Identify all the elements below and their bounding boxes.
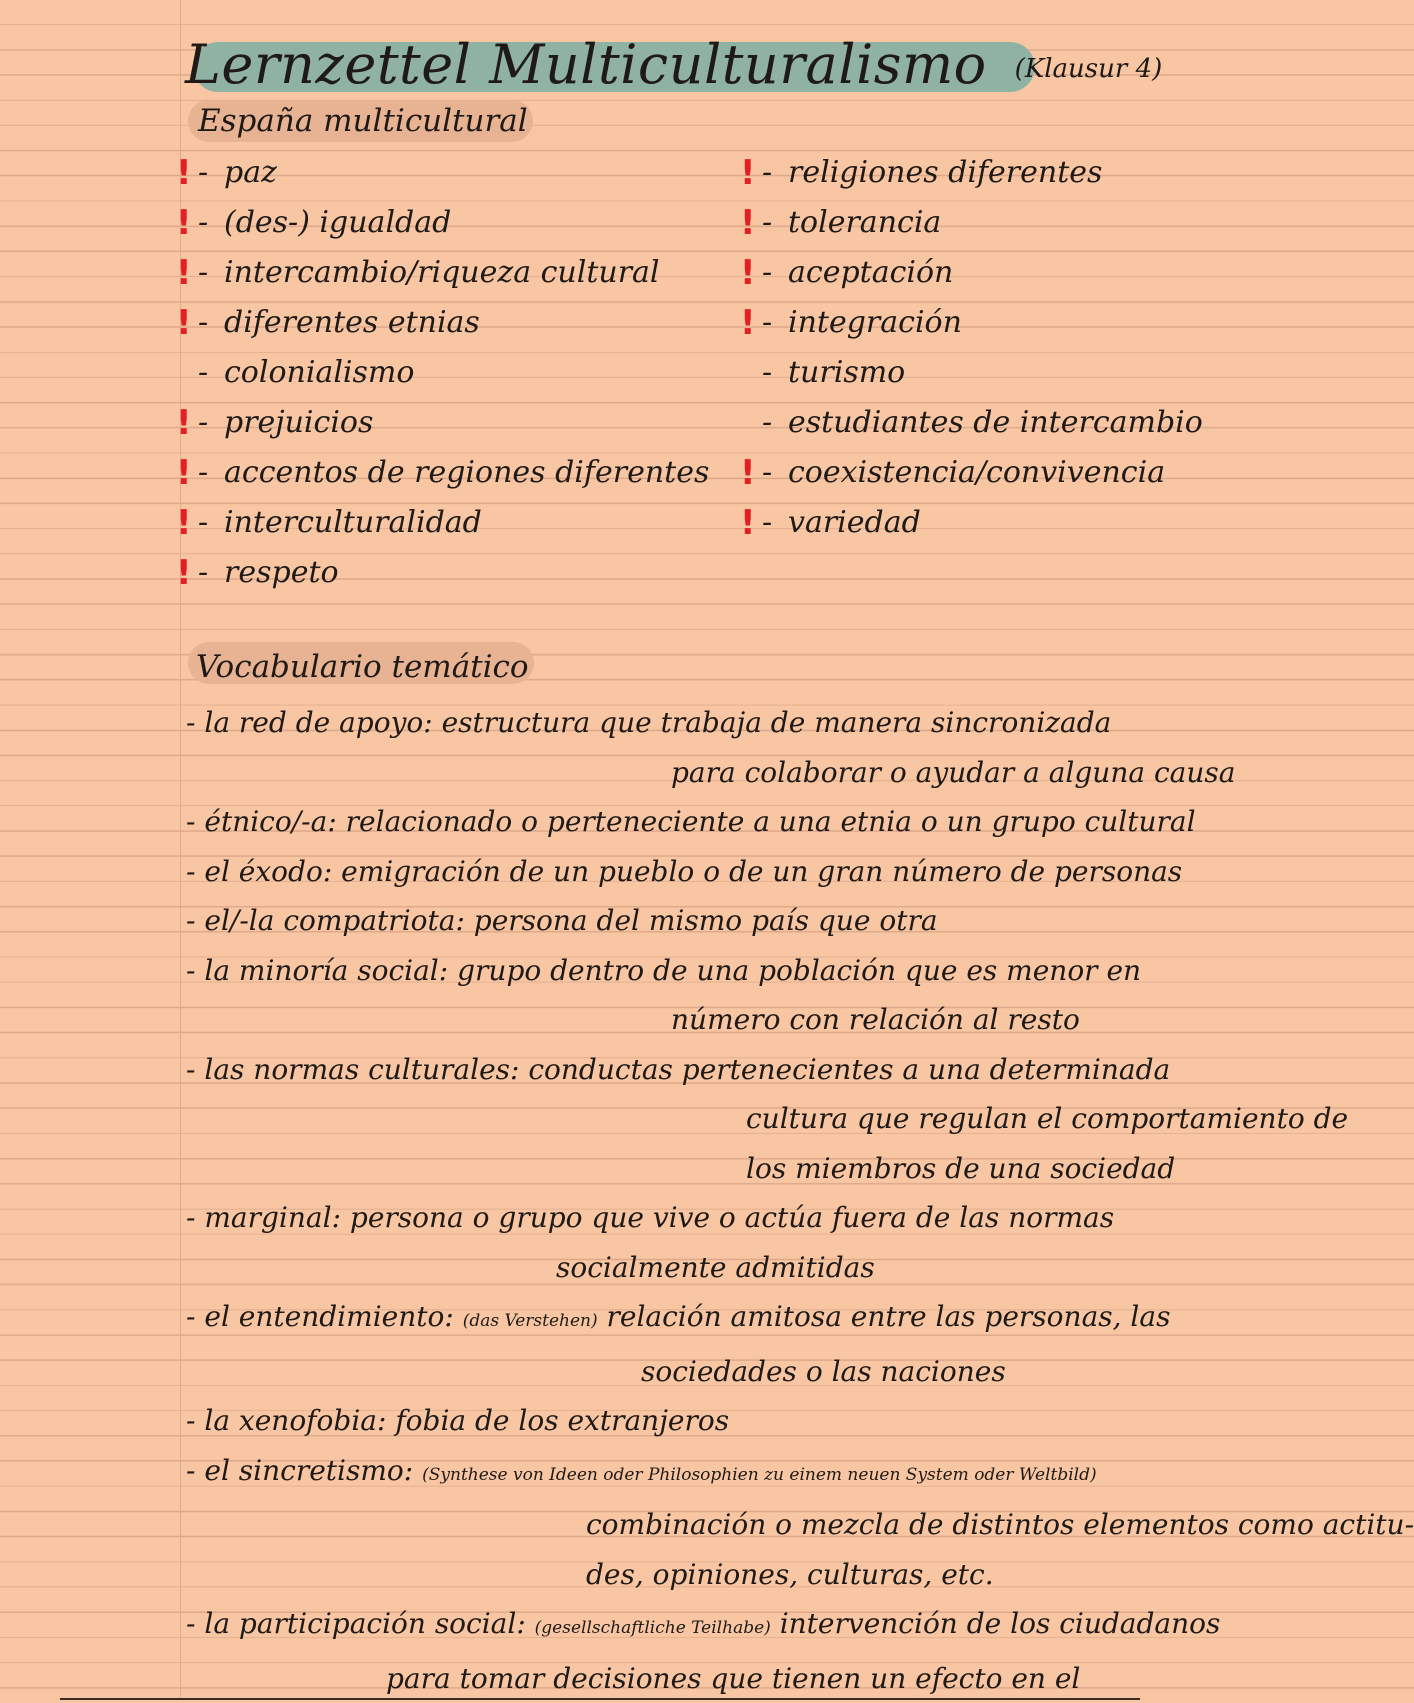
term-item	[762, 348, 1203, 398]
vocab-definition: persona del mismo país que otra	[474, 904, 938, 937]
page-title: Lernzettel Multiculturalismo	[185, 38, 987, 92]
vocab-entry	[186, 1193, 1196, 1292]
vocab-entry-line: - la red de apoyo: estructura que trabaja de manera sincronizada	[186, 698, 1196, 748]
bullet-dash: -	[762, 448, 788, 498]
vocab-definition-cont: los miembros de una sociedad	[186, 1144, 1196, 1194]
dash: -	[186, 1607, 204, 1640]
vocab-entry-line: - étnico/-a: relacionado o perteneciente a una etnia o un grupo cultural	[186, 797, 1196, 847]
vocab-term: la red de apoyo	[204, 706, 423, 739]
vocab-term: étnico/-a	[204, 805, 327, 838]
term-item	[198, 198, 709, 248]
bullet-dash: -	[762, 248, 788, 298]
bullet-dash: -	[198, 198, 224, 248]
vocab-note: (das Verstehen)	[463, 1311, 598, 1331]
vocab-definition-cont: des, opiniones, culturas, etc.	[186, 1550, 1196, 1600]
vocab-definition-cont: combinación o mezcla de distintos elementos como actitu-	[186, 1500, 1196, 1550]
bullet-dash: -	[762, 298, 788, 348]
important-mark: !	[176, 148, 192, 198]
term-item	[762, 448, 1203, 498]
term-text: integración	[788, 305, 962, 340]
dash: -	[186, 1404, 204, 1437]
vocab-definition-cont: socialmente admitidas	[186, 1243, 1196, 1293]
vocab-definition-cont: número con relación al resto	[186, 995, 1196, 1045]
important-mark: !	[176, 498, 192, 548]
vocab-term: la xenofobia	[204, 1404, 377, 1437]
term-text: (des-) igualdad	[224, 205, 451, 240]
term-text: estudiantes de intercambio	[788, 405, 1203, 440]
dash: -	[186, 805, 204, 838]
dash: -	[186, 1201, 204, 1234]
bullet-dash: -	[762, 498, 788, 548]
vocab-entry	[186, 847, 1196, 897]
important-mark: !	[740, 298, 756, 348]
vocab-entry	[186, 896, 1196, 946]
important-mark: !	[176, 298, 192, 348]
term-item	[762, 398, 1203, 448]
vocab-definition: conductas pertenecientes a una determinada	[528, 1053, 1170, 1086]
vocab-entry	[186, 1599, 1196, 1703]
vocab-entry	[186, 1446, 1196, 1600]
vocab-entry	[186, 946, 1196, 1045]
vocab-term: el éxodo	[204, 855, 322, 888]
term-item	[198, 548, 709, 598]
important-mark: !	[176, 548, 192, 598]
bullet-dash: -	[198, 448, 224, 498]
term-text: coexistencia/convivencia	[788, 455, 1165, 490]
dash: -	[186, 1053, 204, 1086]
page-subtitle: (Klausur 4)	[1015, 54, 1163, 84]
vocab-term: la minoría social	[204, 954, 438, 987]
term-item	[762, 298, 1203, 348]
term-item	[762, 148, 1203, 198]
important-mark: !	[176, 398, 192, 448]
vocab-definition: emigración de un pueblo o de un gran número de personas	[341, 855, 1182, 888]
vocab-entry-line: - el sincretismo: (Synthese von Ideen oder Philosophien zu einem neuen System oder Weltbild)	[186, 1446, 1196, 1501]
term-item	[198, 398, 709, 448]
term-text: religiones diferentes	[788, 155, 1102, 190]
vocab-definition: intervención de los ciudadanos	[780, 1607, 1221, 1640]
vocab-definition-cont: cultura que regulan el comportamiento de	[186, 1094, 1196, 1144]
vocab-term: el entendimiento	[204, 1300, 444, 1333]
dash: -	[186, 1300, 204, 1333]
vocab-definition: persona o grupo que vive o actúa fuera de las normas	[350, 1201, 1114, 1234]
bullet-dash: -	[762, 348, 788, 398]
term-item	[198, 348, 709, 398]
bullet-dash: -	[198, 398, 224, 448]
term-text: prejuicios	[224, 405, 373, 440]
bullet-dash: -	[762, 398, 788, 448]
vocab-definition: grupo dentro de una población que es menor en	[457, 954, 1141, 987]
vocab-term: el sincretismo	[204, 1454, 403, 1487]
dash: -	[186, 904, 204, 937]
term-text: variedad	[788, 505, 921, 540]
vocab-entry	[186, 1292, 1196, 1396]
important-mark: !	[740, 198, 756, 248]
vocab-definition-cont: sociedades o las naciones	[186, 1347, 1196, 1397]
section-title-espana: España multicultural	[198, 106, 528, 137]
vocab-entry-line: - marginal: persona o grupo que vive o actúa fuera de las normas	[186, 1193, 1196, 1243]
dash: -	[186, 706, 204, 739]
term-text: aceptación	[788, 255, 953, 290]
important-mark: !	[176, 248, 192, 298]
vocabulary-list	[186, 698, 1196, 1703]
term-text: intercambio/riqueza cultural	[224, 255, 660, 290]
bullet-dash: -	[762, 148, 788, 198]
important-mark: !	[176, 448, 192, 498]
term-text: interculturalidad	[224, 505, 482, 540]
page-header	[185, 14, 1162, 92]
term-text: diferentes etnias	[224, 305, 480, 340]
vocab-definition-cont: para colaborar o ayudar a alguna causa	[186, 748, 1196, 798]
important-mark: !	[740, 148, 756, 198]
vocab-definition: relación amitosa entre las personas, las	[607, 1300, 1171, 1333]
term-text: accentos de regiones diferentes	[224, 455, 709, 490]
section-title-vocabulario: Vocabulario temático	[196, 652, 529, 683]
vocab-entry	[186, 797, 1196, 847]
vocab-definition: relacionado o perteneciente a una etnia o un grupo cultural	[346, 805, 1196, 838]
dash: -	[186, 1454, 204, 1487]
vocab-definition-cont: para tomar decisiones que tienen un efecto en el	[186, 1654, 1196, 1703]
vocab-term: la participación social	[204, 1607, 516, 1640]
vocab-entry-line: - la xenofobia: fobia de los extranjeros	[186, 1396, 1196, 1446]
vocab-entry-line: - el éxodo: emigración de un pueblo o de un gran número de personas	[186, 847, 1196, 897]
term-text: tolerancia	[788, 205, 941, 240]
vocab-entry	[186, 1045, 1196, 1194]
vocab-term: marginal	[204, 1201, 331, 1234]
term-text: paz	[224, 155, 277, 190]
term-list-right	[762, 148, 1203, 548]
bottom-rule	[60, 1698, 1140, 1700]
vocab-entry-line: - el entendimiento: (das Verstehen) relación amitosa entre las personas, las	[186, 1292, 1196, 1347]
term-item	[198, 298, 709, 348]
dash: -	[186, 954, 204, 987]
vocab-entry-line: - el/-la compatriota: persona del mismo país que otra	[186, 896, 1196, 946]
term-item	[762, 198, 1203, 248]
term-text: respeto	[224, 555, 339, 590]
vocab-entry	[186, 698, 1196, 797]
bullet-dash: -	[198, 548, 224, 598]
term-list-left	[198, 148, 709, 598]
bullet-dash: -	[198, 348, 224, 398]
important-mark: !	[740, 448, 756, 498]
vocab-note: (Synthese von Ideen oder Philosophien zu einem neuen System oder Weltbild)	[422, 1465, 1096, 1485]
important-mark: !	[740, 248, 756, 298]
bullet-dash: -	[198, 148, 224, 198]
term-item	[762, 248, 1203, 298]
vocab-entry-line: - las normas culturales: conductas pertenecientes a una determinada	[186, 1045, 1196, 1095]
important-mark: !	[176, 198, 192, 248]
dash: -	[186, 855, 204, 888]
vocab-entry-line: - la minoría social: grupo dentro de una población que es menor en	[186, 946, 1196, 996]
vocab-entry-line: - la participación social: (gesellschaftliche Teilhabe) intervención de los ciudadanos	[186, 1599, 1196, 1654]
vocab-note: (gesellschaftliche Teilhabe)	[535, 1618, 771, 1638]
term-text: colonialismo	[224, 355, 414, 390]
term-item	[198, 448, 709, 498]
term-item	[762, 498, 1203, 548]
term-text: turismo	[788, 355, 905, 390]
vocab-entry	[186, 1396, 1196, 1446]
vocab-definition: fobia de los extranjeros	[395, 1404, 729, 1437]
term-item	[198, 248, 709, 298]
term-item	[198, 148, 709, 198]
term-item	[198, 498, 709, 548]
bullet-dash: -	[198, 298, 224, 348]
bullet-dash: -	[198, 498, 224, 548]
vocab-term: el/-la compatriota	[204, 904, 455, 937]
bullet-dash: -	[198, 248, 224, 298]
important-mark: !	[740, 498, 756, 548]
vocab-term: las normas culturales	[204, 1053, 510, 1086]
vocab-definition: estructura que trabaja de manera sincronizada	[442, 706, 1112, 739]
bullet-dash: -	[762, 198, 788, 248]
